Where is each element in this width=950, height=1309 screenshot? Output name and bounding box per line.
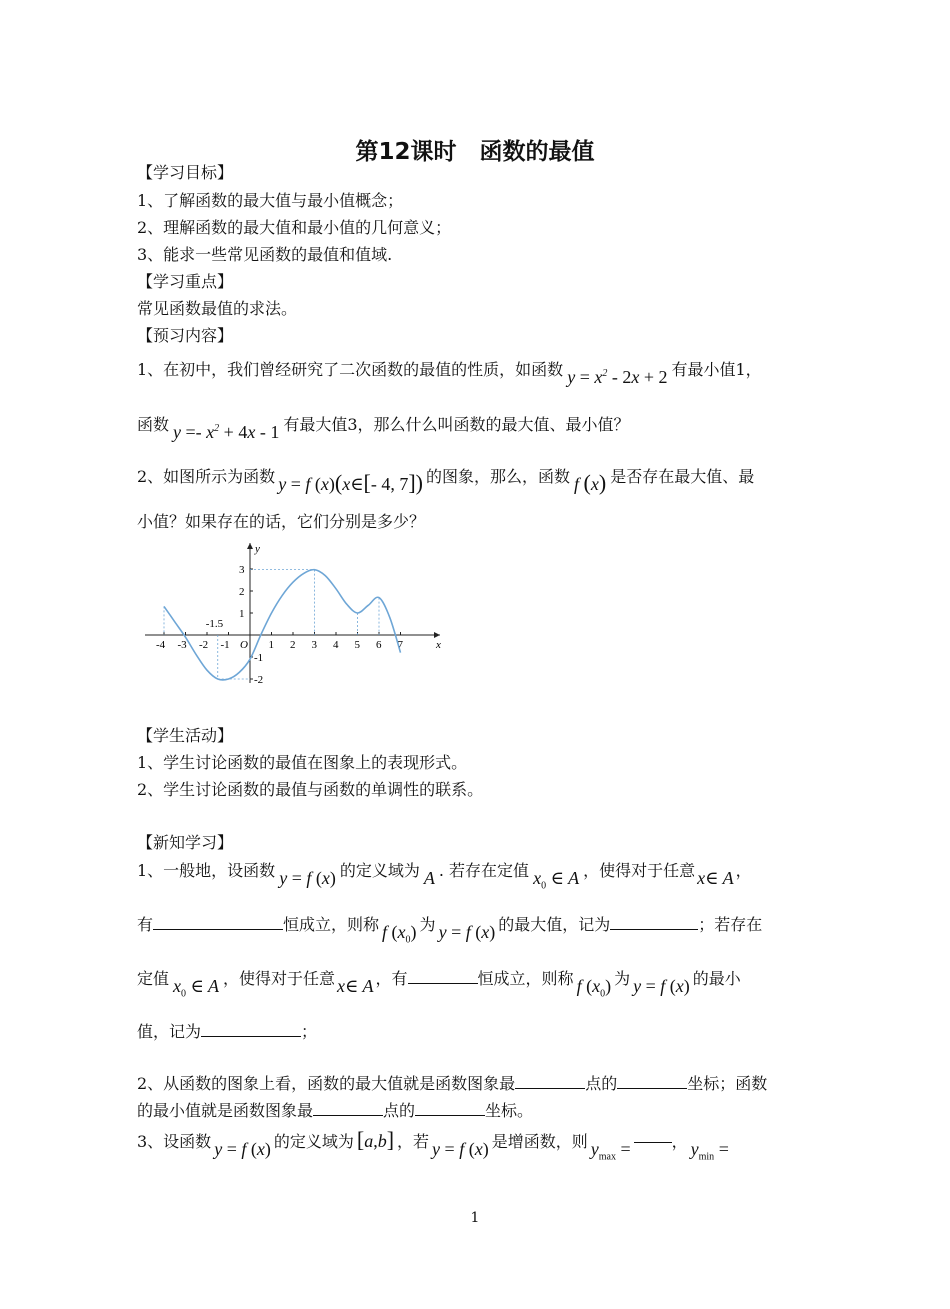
formula-quadratic-2: $y =- x^2 + 4x - 1$ xyxy=(173,422,280,442)
blank-1[interactable] xyxy=(153,915,283,930)
annotation-label: -1.5 xyxy=(205,618,224,630)
formula-quadratic-1: $y = x^2 - 2x + 2$ xyxy=(567,367,668,387)
x-axis-arrow xyxy=(434,632,440,638)
blank-2[interactable] xyxy=(610,915,698,930)
y-axis-arrow xyxy=(247,543,253,549)
formula-A: A xyxy=(423,868,435,888)
blank-8[interactable] xyxy=(415,1101,485,1116)
formula-ymin: $y_{min}$ = xyxy=(690,1139,729,1163)
x-tick-label: -3 xyxy=(177,639,187,651)
blank-5[interactable] xyxy=(515,1074,585,1089)
x-tick-label: -1 xyxy=(220,639,230,651)
formula-x-in-A: x∈ A xyxy=(697,868,734,888)
x-tick-label: 6 xyxy=(376,639,382,651)
blank-4[interactable] xyxy=(201,1022,301,1037)
new-line-2: 有 恒成立，则称 f $(x_0)$ 为 y = f (x) 的最大值，记为 ；若存在 xyxy=(137,915,763,946)
section-preview: 【预习内容】 xyxy=(137,326,234,345)
blank-7[interactable] xyxy=(313,1101,383,1116)
formula-interval-ab: [a,b] xyxy=(356,1127,395,1152)
formula-yfx-4: y = f (x) xyxy=(214,1139,271,1159)
new-line-1: 1、一般地，设函数 y = f (x) 的定义域为 A . 若存在定值 $x_0$ ∈ A ，使得对于任意 x∈ A ， xyxy=(137,861,752,892)
x-tick-label: 7 xyxy=(397,639,403,651)
formula-function-domain: y = f (x)(x∈[- 4, 7]) xyxy=(278,470,423,495)
y-tick-label: 3 xyxy=(239,564,245,576)
y-tick-label: 1 xyxy=(239,608,245,620)
new-line-3: 定值 $x_0$ ∈ A ，使得对于任意 x∈ A ，有 恒成立，则称 f $(x_0)$ 为 y = f (x) 的最小 xyxy=(137,969,741,1000)
section-goals: 【学习目标】 xyxy=(137,163,234,182)
x-tick-label: -4 xyxy=(156,639,166,651)
formula-yfx-5: y = f (x) xyxy=(432,1139,489,1159)
formula-yfx-3: y = f (x) xyxy=(633,976,690,996)
preview-line-4: 小值？如果存在的话，它们分别是多少？ xyxy=(137,512,426,531)
blank-6[interactable] xyxy=(617,1074,687,1089)
formula-x-in-A-2: x∈ A xyxy=(337,976,374,996)
function-curve xyxy=(164,570,401,680)
function-graph xyxy=(140,538,450,688)
x-tick-label: 2 xyxy=(290,639,296,651)
y-tick-label: -2 xyxy=(254,674,264,686)
section-focus: 【学习重点】 xyxy=(137,272,234,291)
new-p2-line-1: 2、从函数的图象上看，函数的最大值就是函数图象最 点的 坐标；函数 xyxy=(137,1074,768,1093)
goal-3: 3、能求一些常见函数的最值和值域. xyxy=(137,245,393,264)
new-line-4: 值，记为 ； xyxy=(137,1022,318,1041)
new-p2-line-2: 的最小值就是函数图象最 点的 坐标。 xyxy=(137,1101,534,1120)
y-tick-label: 2 xyxy=(239,586,245,598)
blank-3[interactable] xyxy=(408,969,478,984)
x-axis-label: x xyxy=(436,639,441,651)
preview-line-2: 函数 $y =- x^2 + 4x - 1$ 有最大值3，那么什么叫函数的最大值、最小值？ xyxy=(137,415,630,442)
x-tick-label: 4 xyxy=(333,639,339,651)
section-new: 【新知学习】 xyxy=(137,833,234,852)
goal-1: 1、了解函数的最大值与最小值概念； xyxy=(137,191,404,210)
formula-fx0: f $(x_0)$ xyxy=(382,922,417,946)
x-tick-label: O xyxy=(240,639,248,651)
y-tick-label: -1 xyxy=(254,652,264,664)
x-tick-label: 5 xyxy=(354,639,360,651)
preview-line-3: 2、如图所示为函数 y = f (x)(x∈[- 4, 7]) 的图象，那么，函数 f (x) 是否存在最大值、最 xyxy=(137,467,755,495)
formula-x0-in-A: $x_0$ ∈ A xyxy=(533,868,580,892)
x-tick-label: 1 xyxy=(268,639,274,651)
blank-9[interactable] xyxy=(634,1128,672,1143)
new-p3-line: 3、设函数 y = f (x) 的定义域为 [a,b] ，若 y = f (x) 是增函数，则 $y_{max}$ = ， $y_{min}$ = xyxy=(137,1127,729,1163)
formula-ymax: $y_{max}$ = xyxy=(590,1139,631,1163)
formula-yfx: y = f (x) xyxy=(279,868,336,888)
page-title: 第12课时 函数的最值 xyxy=(355,139,595,165)
goal-2: 2、理解函数的最大值和最小值的几何意义； xyxy=(137,218,452,237)
section-activity: 【学生活动】 xyxy=(137,726,234,745)
formula-fx: f (x) xyxy=(574,470,607,495)
activity-1: 1、学生讨论函数的最值在图象上的表现形式。 xyxy=(137,753,468,772)
preview-line-1: 1、在初中，我们曾经研究了二次函数的最值的性质，如函数 $y = x^2 - 2x + 2$ 有最小值1， xyxy=(137,360,762,387)
y-axis-label: y xyxy=(255,543,260,555)
x-tick-label: 3 xyxy=(311,639,317,651)
formula-fx0-2: f $(x_0)$ xyxy=(576,976,612,1000)
formula-yfx-2: y = f (x) xyxy=(438,922,496,942)
formula-x0-in-A-2: $x_0$ ∈ A xyxy=(173,976,220,1000)
page-number: 1 xyxy=(470,1210,480,1226)
x-tick-label: -2 xyxy=(199,639,209,651)
focus-text: 常见函数最值的求法。 xyxy=(137,299,298,318)
activity-2: 2、学生讨论函数的最值与函数的单调性的联系。 xyxy=(137,780,484,799)
